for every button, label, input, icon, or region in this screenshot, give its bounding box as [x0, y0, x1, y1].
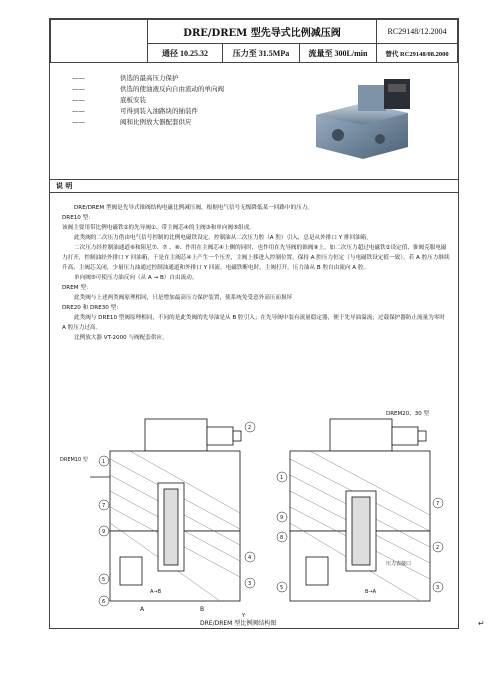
section-title: 说 明 [50, 179, 458, 193]
port-b-label: B [200, 606, 205, 613]
feature-item: —— 供选的使油液反向自由流动的单向阀 [72, 85, 224, 93]
doc-code: RC29148/12.2004 [376, 19, 458, 44]
svg-text:4: 4 [248, 555, 252, 561]
feature-item: —— 供选的最高压力保护 [72, 74, 179, 82]
valve-section-diagram [50, 407, 458, 629]
svg-text:6: 6 [102, 599, 106, 605]
left-diagram-label: DREM10 型 [60, 457, 88, 463]
svg-text:3: 3 [248, 581, 252, 587]
description-paragraph: 单向阀⑤可使压力油反向（从 A → B）自由流动。 [74, 275, 198, 281]
svg-text:2: 2 [436, 545, 440, 551]
svg-text:5: 5 [102, 577, 106, 583]
replace-label: 替代 RC29148/08.2000 [376, 43, 458, 63]
svg-text:3: 3 [436, 585, 440, 591]
svg-text:7: 7 [436, 501, 440, 507]
description-paragraph: DREM 型： [62, 285, 92, 291]
svg-text:1: 1 [102, 459, 106, 465]
left-flow-arrow: A→B [150, 589, 162, 595]
flow-label: 流量至 300L/min [299, 43, 377, 63]
pressure-label: 压力至 31.5MPa [222, 43, 300, 63]
feature-item: —— 可得到装入油路块的插装件 [72, 107, 198, 115]
svg-text:9: 9 [102, 529, 106, 535]
svg-text:2: 2 [248, 425, 252, 431]
svg-text:8: 8 [280, 535, 284, 541]
feature-item: —— 阀和比例放大器配套供应 [72, 118, 192, 126]
description-paragraph: 二次压力经控制油通道⑥和阻尼⑦、⑦ 、⑧、作用在主阀芯④上侧的同时，也作用在先导阀的锥阀⑨上。如二次压力超过电磁铁②设定值，锥阀克服电磁力打开，控制油经外排口 Y 回油箱，于是在主阀芯④上产生一个压差，主阀上移进入控制位置，保持 A 腔压力恒定（与电磁铁设定值一致）。若 A 腔压力继续升高，主阀芯关闭，少量压力油通过控制油通道和外排口 Y 回流。电磁铁断电时，主阀打开，压力油从 B 腔自由流向 A 腔。 [62, 245, 450, 271]
svg-text:1: 1 [280, 475, 284, 481]
paragraph-mark: ↵ [478, 619, 485, 628]
description-paragraph: 此类阀与上述两类阀原理相同，只是增加最高压力保护装置，使系统免受意外高压而损坏 [74, 295, 293, 301]
diagram-caption: DRE/DREM 型比例阀结构图 [200, 620, 277, 627]
description-paragraph: 比例放大器 VT-2000 与阀配套供应。 [74, 335, 168, 341]
datasheet-page [49, 18, 459, 629]
port-a-label: A [140, 606, 145, 613]
size-label: 通径 10.25.32 [147, 43, 223, 63]
feature-list [72, 73, 224, 128]
valve-product-photo [308, 75, 418, 160]
logo-box [50, 19, 148, 63]
port-y-label: Y [242, 613, 246, 619]
feature-item: —— 底板安装 [72, 96, 146, 104]
right-diagram-label: DREM20、30 型 [386, 411, 430, 417]
right-flow-arrow: B→A [365, 589, 377, 595]
doc-title: DRE/DREM 型先导式比例减压阀 [147, 19, 377, 44]
description-paragraph: 此类阀与 DRE10 型阀原理相同，不同的是此类阀的先导油是从 B 腔引入；在先导阀中装有流量稳定器，便于先导油溢流；过载保护器防止流量为零时 A 腔压力过高。 [62, 315, 446, 331]
svg-text:9: 9 [280, 515, 284, 521]
header-table [50, 19, 458, 63]
description-paragraph: DRE20 和 DRE30 型： [62, 305, 122, 311]
description-paragraph: 此类阀的二次压力借由电气信号控制的比例电磁铁设定。控制油从二次压力腔（A 腔）引入，总是从外排口 Y 排回油箱。 [74, 235, 372, 241]
svg-text:5: 5 [280, 585, 284, 591]
description-paragraph: DRE10 型： [62, 215, 94, 221]
pressure-port-label: 压力表接口 [386, 561, 412, 567]
description-paragraph: DRE/DREM 型阀是先导式锥阀结构电磁比例减压阀，根据电气信号无级降低某一回路中的压力。 [74, 205, 313, 211]
description-block [62, 203, 450, 343]
svg-text:7: 7 [102, 503, 106, 509]
description-paragraph: 该阀主要用带比例电磁铁②的先导阀①、带主阀芯④的主阀③和单向阀⑤组成。 [62, 225, 255, 231]
